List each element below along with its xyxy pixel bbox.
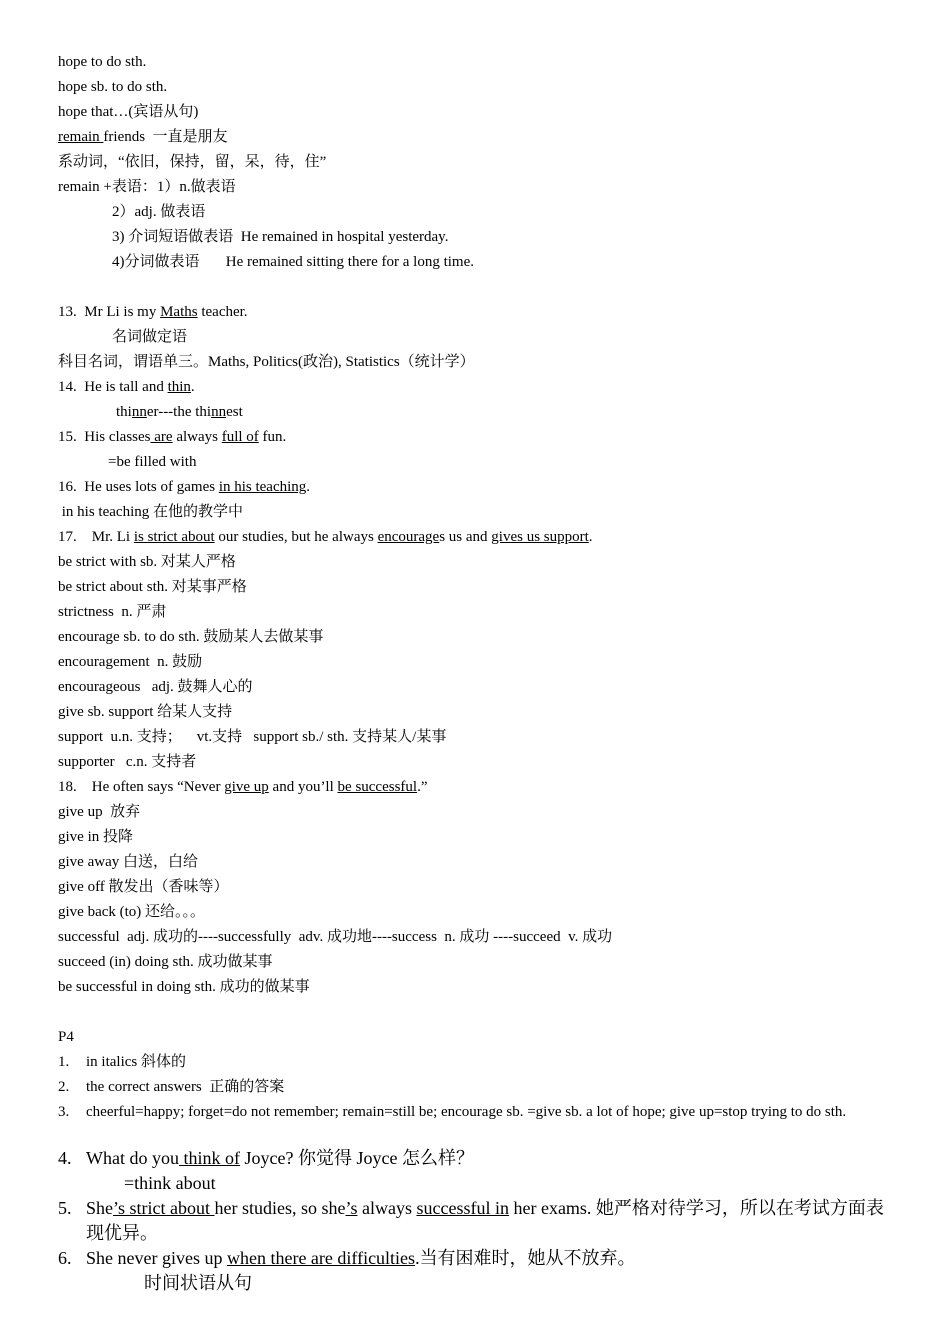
text: our studies, but he always (214, 529, 378, 545)
text: What do you (86, 1148, 179, 1168)
text: er---the thi (146, 404, 212, 420)
line-linking-verb: 系动词，“依旧，保持，留，呆，待，住” (58, 154, 327, 170)
line-be-successful-in: be successful in doing sth. 成功的做某事 (58, 979, 310, 995)
line-give-support: give sb. support 给某人支持 (58, 704, 233, 720)
text: She (86, 1198, 113, 1218)
line-support: support u.n. 支持； vt.支持 support sb./ sth. 支持某人/某事 (58, 729, 447, 745)
line-item-18 (58, 777, 428, 797)
line-thinner-thinnest (116, 402, 243, 422)
text: her studies, so she (214, 1198, 346, 1218)
text: 15. His classes (58, 429, 151, 445)
line-participle-predicative: 4)分词做表语 He remained sitting there for a long time. (112, 254, 475, 270)
list-number: 1. (58, 1054, 70, 1070)
text: 14. He is tall and (58, 379, 168, 395)
text: 17. Mr. Li (58, 529, 134, 545)
list-item-2 (58, 1077, 284, 1097)
line-strict-with: be strict with sb. 对某人严格 (58, 554, 236, 570)
underlined-text: is strict about (133, 529, 215, 545)
underlined-text: be successful (337, 779, 418, 795)
text: thi (116, 404, 132, 420)
underlined-text: think of (178, 1148, 240, 1168)
text: her exams. 她严格对待学习，所以在考试方面表现优异。 (86, 1198, 884, 1243)
underlined-text: in his teaching (218, 479, 307, 495)
line-encourageous: encourageous adj. 鼓舞人心的 (58, 679, 253, 695)
line-time-clause: 时间状语从句 (144, 1273, 252, 1293)
underlined-text: nn (211, 404, 227, 420)
list-number: 2. (58, 1079, 70, 1095)
line-strictness: strictness n. 严肃 (58, 604, 167, 620)
text: s us and (439, 529, 492, 545)
line-noun-attribute: 名词做定语 (112, 329, 188, 345)
underlined-text: are (150, 429, 173, 445)
text: . (306, 479, 311, 495)
underlined-text: Maths (160, 304, 198, 320)
text: 16. He uses lots of games (58, 479, 219, 495)
text: teacher. (197, 304, 248, 320)
line-prep-predicative: 3) 介词短语做表语 He remained in hospital yesterday. (112, 229, 449, 245)
line-give-back: give back (to) 还给。。。 (58, 904, 206, 920)
list-number: 5. (58, 1198, 72, 1218)
underlined-text: give up (224, 779, 269, 795)
underlined-text: ’s strict about (113, 1198, 215, 1218)
line-successful: successful adj. 成功的----successfully adv. 成功地----success n. 成功 ----succeed v. 成功 (58, 929, 613, 945)
line-give-up: give up 放弃 (58, 804, 141, 820)
underlined-text: when there are difficulties (226, 1248, 416, 1268)
text: Joyce? 你觉得 Joyce 怎么样？ (239, 1148, 474, 1168)
text: the correct answers 正确的答案 (86, 1079, 285, 1095)
list-item-3 (58, 1100, 892, 1150)
line-give-off: give off 散发出（香味等） (58, 879, 229, 895)
line-item-13 (58, 302, 248, 322)
text: in italics 斜体的 (86, 1054, 186, 1070)
text: . (588, 529, 593, 545)
line-item-16 (58, 477, 310, 497)
list-item-5 (58, 1196, 892, 1246)
list-item-6 (58, 1246, 636, 1270)
line-supporter: supporter c.n. 支持者 (58, 754, 197, 770)
line-give-in: give in 投降 (58, 829, 133, 845)
text: friends 一直是朋友 (103, 129, 228, 145)
text: She never gives up (86, 1248, 227, 1268)
line-strict-about: be strict about sth. 对某事严格 (58, 579, 247, 595)
line-adj-predicative: 2）adj. 做表语 (112, 204, 206, 220)
line-encouragement: encouragement n. 鼓励 (58, 654, 203, 670)
line-item-15 (58, 427, 286, 447)
text: est (226, 404, 243, 420)
text: cheerful=happy; forget=do not remember; remain=still be; encourage sb. =give sb. a lot of hope; give up=stop trying to do sth. (86, 1104, 847, 1120)
text: always (357, 1198, 417, 1218)
underlined-text: gives us support (491, 529, 589, 545)
text: and you’ll (268, 779, 338, 795)
line-hope-that: hope that…(宾语从句) (58, 104, 199, 120)
underlined-text: ’s (345, 1198, 358, 1218)
text: 13. Mr Li is my (58, 304, 161, 320)
line-remain-friends (58, 127, 228, 147)
line-encourage: encourage sb. to do sth. 鼓励某人去做某事 (58, 629, 324, 645)
underlined-text: nn (131, 404, 147, 420)
underlined-text: successful in (416, 1198, 509, 1218)
line-be-filled-with: =be filled with (108, 454, 197, 470)
text: 18. He often says “Never (58, 779, 225, 795)
underlined-text: full of (221, 429, 259, 445)
line-hope-to-do: hope to do sth. (58, 54, 147, 70)
line-succeed-in: succeed (in) doing sth. 成功做某事 (58, 954, 273, 970)
text-block (86, 1196, 892, 1246)
list-item-4 (58, 1146, 474, 1170)
line-hope-sb-to-do: hope sb. to do sth. (58, 79, 168, 95)
line-give-away: give away 白送，白给 (58, 854, 198, 870)
line-item-14 (58, 377, 195, 397)
list-number: 6. (58, 1248, 72, 1268)
line-think-about: =think about (124, 1173, 216, 1193)
text: fun. (258, 429, 287, 445)
text: .当有困难时，她从不放弃。 (415, 1248, 636, 1268)
section-heading-p4: P4 (58, 1029, 74, 1045)
line-remain-predicative: remain +表语：1）n.做表语 (58, 179, 236, 195)
line-in-his-teaching: in his teaching 在他的教学中 (58, 504, 243, 520)
line-subject-nouns: 科目名词，谓语单三。Maths, Politics(政治), Statistics（统计学） (58, 354, 475, 370)
underlined-text: encourage (377, 529, 440, 545)
list-number: 3. (58, 1104, 70, 1120)
list-number: 4. (58, 1148, 72, 1168)
underlined-text: remain (58, 129, 104, 145)
underlined-text: thin (167, 379, 191, 395)
list-item-1 (58, 1052, 186, 1072)
text: . (190, 379, 195, 395)
line-item-17 (58, 527, 593, 547)
text: always (172, 429, 222, 445)
text: .” (417, 779, 428, 795)
